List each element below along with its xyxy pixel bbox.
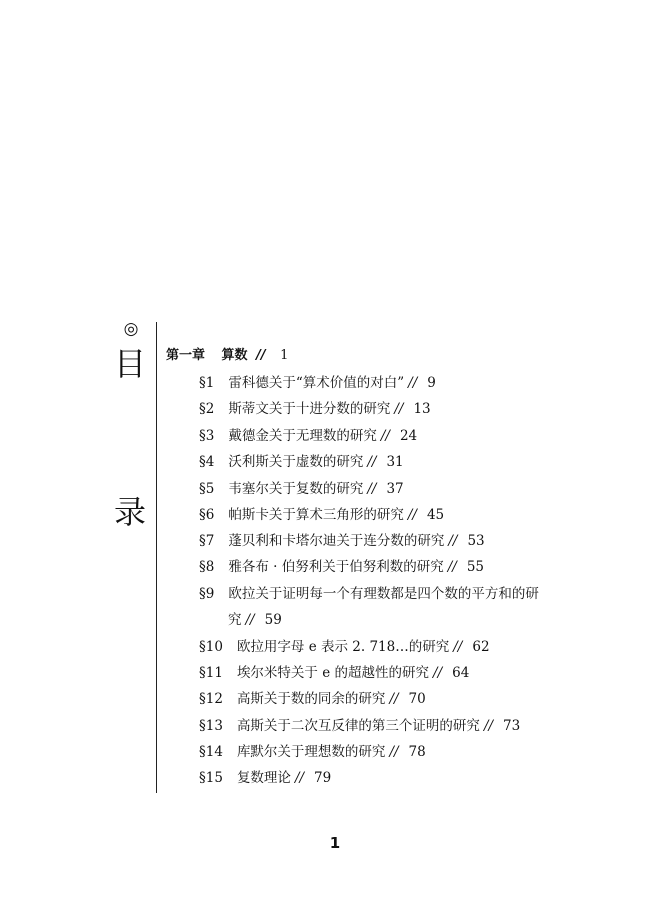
- section-page: 24: [399, 428, 418, 444]
- section-separator: //: [380, 428, 390, 444]
- toc-entry-9[interactable]: [199, 585, 539, 603]
- section-title: 埃尔米特关于 e 的超越性的研究: [236, 665, 430, 681]
- section-number: §5: [199, 481, 215, 497]
- section-title: 雅各布 · 伯努利关于伯努利数的研究: [228, 559, 444, 575]
- section-separator: //: [294, 770, 305, 786]
- toc-entry-13[interactable]: [199, 717, 520, 735]
- section-title: 库默尔关于理想数的研究: [236, 744, 386, 760]
- section-title: 欧拉用字母 e 表示 2. 718…的研究: [236, 639, 450, 655]
- section-title: 蓬贝利和卡塔尔迪关于连分数的研究: [228, 533, 445, 549]
- section-title: 复数理论: [236, 770, 291, 786]
- section-title: 高斯关于数的同余的研究: [236, 691, 386, 707]
- section-title: 帕斯卡关于算术三角形的研究: [228, 507, 404, 523]
- section-number: §3: [199, 428, 215, 444]
- section-number: §6: [199, 507, 215, 523]
- toc-entry-9-continued[interactable]: [228, 611, 282, 629]
- section-separator: //: [245, 612, 255, 628]
- section-title: 欧拉关于证明每一个有理数都是四个数的平方和的研: [228, 586, 539, 602]
- circle-mark-icon: ◎: [123, 319, 139, 339]
- section-page: 45: [426, 507, 445, 523]
- section-number: §10: [199, 639, 223, 655]
- section-separator: //: [407, 507, 417, 523]
- toc-entry-5[interactable]: [199, 480, 404, 498]
- section-separator: //: [394, 401, 404, 417]
- toc-entry-14[interactable]: [199, 743, 426, 761]
- section-separator: //: [453, 639, 463, 655]
- section-separator: //: [367, 454, 377, 470]
- toc-entry-1[interactable]: [199, 374, 436, 392]
- section-separator: //: [367, 481, 377, 497]
- section-page: 53: [467, 533, 485, 549]
- section-separator: //: [483, 718, 494, 734]
- section-separator: //: [389, 691, 399, 707]
- section-separator: //: [448, 533, 458, 549]
- section-separator: //: [433, 665, 443, 681]
- chapter-separator: //: [256, 348, 266, 363]
- page-number: 1: [329, 834, 341, 852]
- section-number: §7: [199, 533, 215, 549]
- chapter-label: 第一章: [166, 348, 206, 363]
- section-title: 韦塞尔关于复数的研究: [228, 481, 364, 497]
- section-page: 64: [452, 665, 470, 681]
- section-title: 雷科德关于“算术价值的对白”: [228, 375, 405, 391]
- toc-heading-char-2: 录: [113, 493, 146, 531]
- section-title: 戴德金关于无理数的研究: [228, 428, 377, 444]
- section-number: §12: [199, 691, 223, 707]
- chapter-title: 算数: [221, 348, 248, 363]
- section-page: 37: [386, 481, 404, 497]
- section-page: 62: [472, 639, 490, 655]
- section-separator: //: [389, 744, 399, 760]
- toc-entry-4[interactable]: [199, 453, 404, 471]
- chapter-page: 1: [280, 348, 289, 363]
- chapter-entry[interactable]: [166, 347, 288, 365]
- section-number: §9: [199, 586, 215, 602]
- section-number: §13: [199, 718, 223, 734]
- toc-entry-10[interactable]: [199, 638, 490, 656]
- toc-entry-7[interactable]: [199, 532, 485, 550]
- section-page: 55: [466, 559, 485, 575]
- section-page: 79: [314, 770, 332, 786]
- section-number: §1: [199, 375, 215, 391]
- section-page: 9: [427, 375, 436, 391]
- section-number: §14: [199, 744, 223, 760]
- toc-entry-8[interactable]: [199, 558, 484, 576]
- section-page: 31: [386, 454, 404, 470]
- section-number: §4: [199, 454, 215, 470]
- section-page: 59: [264, 612, 282, 628]
- section-number: §15: [199, 770, 223, 786]
- toc-heading-char-1: 目: [113, 345, 146, 383]
- toc-entry-2[interactable]: [199, 400, 431, 418]
- toc-entry-6[interactable]: [199, 506, 444, 524]
- section-page: 13: [413, 401, 431, 417]
- section-title: 高斯关于二次互反律的第三个证明的研究: [236, 718, 480, 734]
- section-number: §8: [199, 559, 215, 575]
- toc-entry-12[interactable]: [199, 690, 426, 708]
- section-title-continued: 究: [228, 612, 242, 628]
- toc-entry-3[interactable]: [199, 427, 417, 445]
- toc-entry-15[interactable]: [199, 769, 331, 787]
- section-number: §11: [199, 665, 223, 681]
- section-page: 73: [503, 718, 521, 734]
- section-number: §2: [199, 401, 215, 417]
- toc-entry-11[interactable]: [199, 664, 469, 682]
- section-separator: //: [408, 375, 418, 391]
- section-title: 斯蒂文关于十进分数的研究: [228, 401, 391, 417]
- section-separator: //: [447, 559, 457, 575]
- section-title: 沃利斯关于虚数的研究: [228, 454, 364, 470]
- section-page: 78: [408, 744, 426, 760]
- section-page: 70: [408, 691, 426, 707]
